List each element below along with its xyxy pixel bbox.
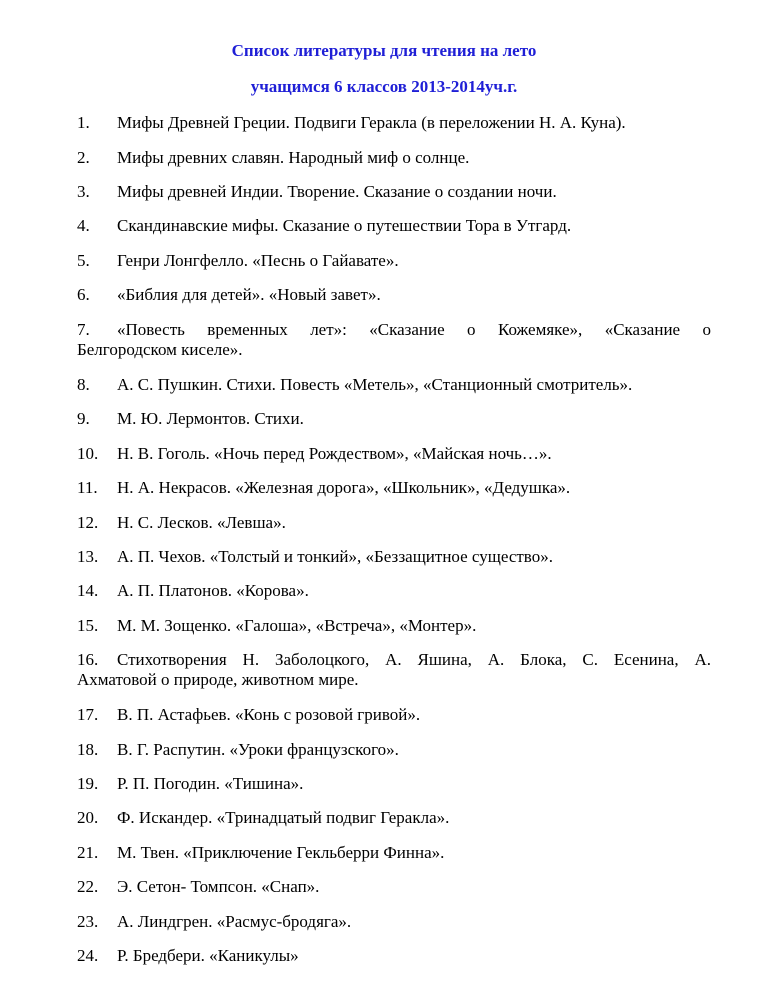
item-text: А. П. Чехов. «Толстый и тонкий», «Беззащитное существо». [117, 547, 553, 566]
item-text: В. П. Астафьев. «Конь с розовой гривой». [117, 705, 421, 724]
item-text: Мифы Древней Греции. Подвиги Геракла (в переложении Н. А. Куна). [117, 113, 626, 132]
item-number: 9. [77, 409, 90, 428]
list-item [77, 320, 711, 360]
item-number: 10. [77, 444, 99, 463]
item-text: В. Г. Распутин. «Уроки французского». [117, 740, 399, 759]
item-text: Ф. Искандер. «Тринадцатый подвиг Геракла». [117, 808, 450, 827]
item-text: Мифы древней Индии. Творение. Сказание о создании ночи. [117, 182, 557, 201]
item-line-2: Ахматовой о природе, животном мире. [77, 670, 359, 689]
item-number: 3. [77, 182, 90, 201]
item-text: М. Ю. Лермонтов. Стихи. [117, 409, 304, 428]
item-number: 2. [77, 148, 90, 167]
item-text: Р. Бредбери. «Каникулы» [117, 946, 299, 965]
item-text: А. П. Платонов. «Корова». [117, 581, 309, 600]
item-text: «Повесть временных лет»: «Сказание о Кожемяке», «Сказание о [117, 320, 711, 339]
item-number: 6. [77, 285, 90, 304]
list-item [77, 650, 711, 690]
item-number: 24. [77, 946, 99, 965]
item-number: 19. [77, 774, 99, 793]
item-number: 20. [77, 808, 99, 827]
item-number: 1. [77, 113, 90, 132]
document-subtitle: учащимся 6 классов 2013-2014уч.г. [250, 77, 518, 96]
item-text: М. Твен. «Приключение Гекльберри Финна». [117, 843, 445, 862]
item-number: 15. [77, 616, 99, 635]
item-number: 14. [77, 581, 99, 600]
item-line-2: Белгородском киселе». [77, 340, 243, 359]
item-number: 4. [77, 216, 90, 235]
item-number: 13. [77, 547, 99, 566]
item-text: Э. Сетон- Томпсон. «Снап». [117, 877, 320, 896]
item-number: 5. [77, 251, 90, 270]
item-text: «Библия для детей». «Новый завет». [117, 285, 381, 304]
item-number: 18. [77, 740, 99, 759]
item-line-1 [77, 320, 711, 340]
item-text: Стихотворения Н. Заболоцкого, А. Яшина, А. Блока, С. Есенина, А. [117, 650, 711, 669]
document-title: Список литературы для чтения на лето [231, 41, 537, 60]
item-number: 12. [77, 513, 99, 532]
item-number: 23. [77, 912, 99, 931]
item-text: Мифы древних славян. Народный миф о солнце. [117, 148, 470, 167]
item-text: М. М. Зощенко. «Галоша», «Встреча», «Монтер». [117, 616, 477, 635]
item-text: Скандинавские мифы. Сказание о путешествии Тора в Утгард. [117, 216, 572, 235]
item-number: 21. [77, 843, 99, 862]
item-number: 11. [77, 478, 98, 497]
item-number: 8. [77, 375, 90, 394]
item-text: Н. В. Гоголь. «Ночь перед Рождеством», «Майская ночь…». [117, 444, 552, 463]
item-text: А. С. Пушкин. Стихи. Повесть «Метель», «Станционный смотритель». [117, 375, 633, 394]
item-line-1 [77, 650, 711, 670]
item-text: Н. С. Лесков. «Левша». [117, 513, 286, 532]
item-number: 7. [77, 320, 90, 339]
item-text: Генри Лонгфелло. «Песнь о Гайавате». [117, 251, 399, 270]
item-text: А. Линдгрен. «Расмус-бродяга». [117, 912, 352, 931]
item-text: Н. А. Некрасов. «Железная дорога», «Школьник», «Дедушка». [117, 478, 571, 497]
item-number: 16. [77, 650, 99, 669]
item-number: 22. [77, 877, 99, 896]
item-text: Р. П. Погодин. «Тишина». [117, 774, 304, 793]
item-number: 17. [77, 705, 99, 724]
